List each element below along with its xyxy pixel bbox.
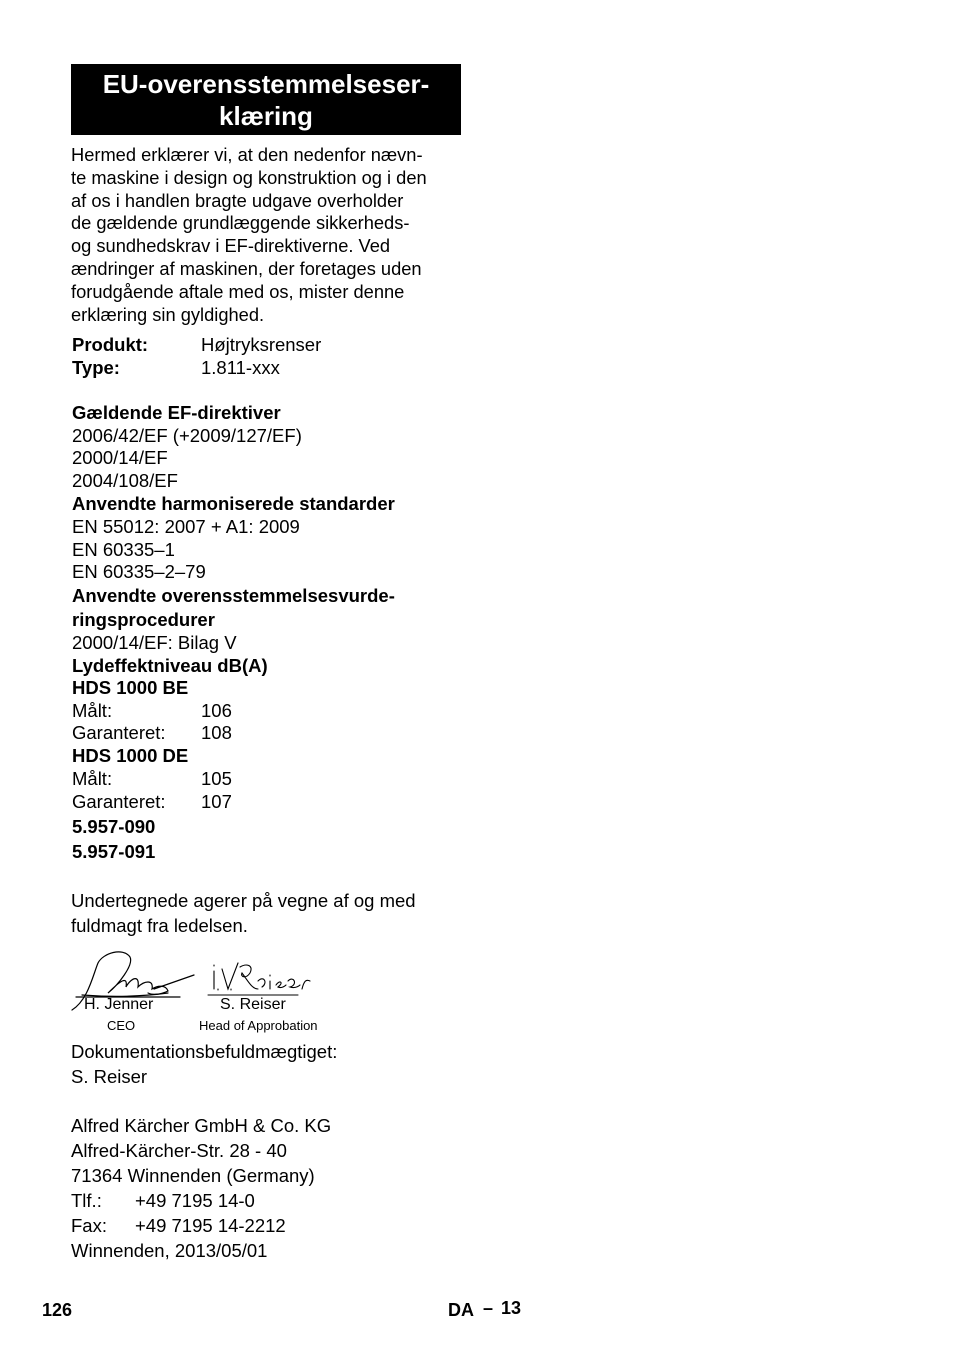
intro-line: forudgående aftale med os, mister denne: [71, 280, 405, 302]
company-street: Alfred-Kärcher-Str. 28 - 40: [71, 1140, 287, 1161]
documentation-name: S. Reiser: [71, 1066, 148, 1087]
measured-value: 105: [201, 768, 232, 789]
standard-item: EN 55012: 2007 + A1: 2009: [72, 516, 300, 537]
fax-label: Fax:: [71, 1215, 107, 1236]
signer-role: Head of Approbation: [199, 1018, 318, 1033]
title-line-2: klæring: [219, 101, 313, 131]
sound-heading: Lydeffektniveau dB(A): [72, 655, 268, 676]
intro-line: ændringer af maskinen, der foretages uden: [71, 257, 422, 279]
intro-line: erklæring sin gyldighed.: [71, 303, 265, 325]
undersigned-line: fuldmagt fra ledelsen.: [71, 915, 248, 936]
place-date: Winnenden, 2013/05/01: [71, 1240, 268, 1261]
model-name: HDS 1000 BE: [72, 677, 189, 698]
standard-item: EN 60335–1: [72, 539, 175, 560]
part-number: 5.957-091: [72, 841, 156, 862]
undersigned-line: Undertegnede agerer på vegne af og med: [71, 890, 416, 911]
measured-label: Målt:: [72, 700, 113, 721]
page-number: 126: [42, 1300, 73, 1320]
procedures-heading-cont: ringsprocedurer: [72, 609, 215, 630]
signer-name: H. Jenner: [84, 996, 154, 1013]
product-value: Højtryksrenser: [201, 334, 322, 355]
intro-paragraph: [71, 144, 463, 326]
company-city: 71364 Winnenden (Germany): [71, 1165, 315, 1186]
directive-item: 2000/14/EF: [72, 447, 168, 468]
signature-reiser: [214, 963, 310, 990]
directive-item: 2004/108/EF: [72, 470, 178, 491]
directive-item: 2006/42/EF (+2009/127/EF): [72, 425, 302, 446]
fax-value: +49 7195 14-2212: [135, 1215, 286, 1236]
type-value: 1.811-xxx: [201, 357, 280, 378]
procedures-heading: Anvendte overensstemmelsesvurde-: [72, 585, 395, 606]
page-title: [71, 64, 461, 135]
product-label: Produkt:: [72, 334, 149, 355]
intro-line: te maskine i design og konstruktion og i den: [71, 166, 427, 188]
measured-value: 106: [201, 700, 232, 721]
guaranteed-label: Garanteret:: [72, 791, 166, 812]
intro-line: og sundhedskrav i EF-direktiverne. Ved: [71, 235, 391, 257]
part-number: 5.957-090: [72, 816, 156, 837]
language-code: DA: [448, 1300, 474, 1320]
measured-label: Målt:: [72, 768, 113, 789]
title-line-1: EU-overensstemmelseser-: [102, 69, 430, 99]
guaranteed-value: 108: [201, 722, 232, 743]
company-name: Alfred Kärcher GmbH & Co. KG: [71, 1115, 332, 1136]
directives-heading: Gældende EF-direktiver: [72, 402, 281, 423]
intro-line: Hermed erklærer vi, at den nedenfor nævn-: [71, 144, 423, 165]
standards-heading: Anvendte harmoniserede standarder: [72, 493, 395, 514]
guaranteed-value: 107: [201, 791, 232, 812]
model-name: HDS 1000 DE: [72, 745, 189, 766]
signer-name: S. Reiser: [220, 996, 286, 1013]
type-label: Type:: [72, 357, 120, 378]
standard-item: EN 60335–2–79: [72, 561, 206, 582]
guaranteed-label: Garanteret:: [72, 722, 166, 743]
footer-dash: –: [483, 1298, 494, 1318]
intro-line: de gældende grundlæggende sikkerheds-: [71, 212, 410, 234]
intro-line: af os i handlen bragte udgave overholder: [71, 189, 404, 211]
documentation-label: Dokumentationsbefuldmægtiget:: [71, 1041, 338, 1062]
local-page-number: 13: [501, 1298, 522, 1318]
procedure-item: 2000/14/EF: Bilag V: [72, 632, 237, 653]
signer-role: CEO: [107, 1018, 136, 1033]
phone-value: +49 7195 14-0: [135, 1190, 255, 1211]
phone-label: Tlf.:: [71, 1190, 102, 1211]
